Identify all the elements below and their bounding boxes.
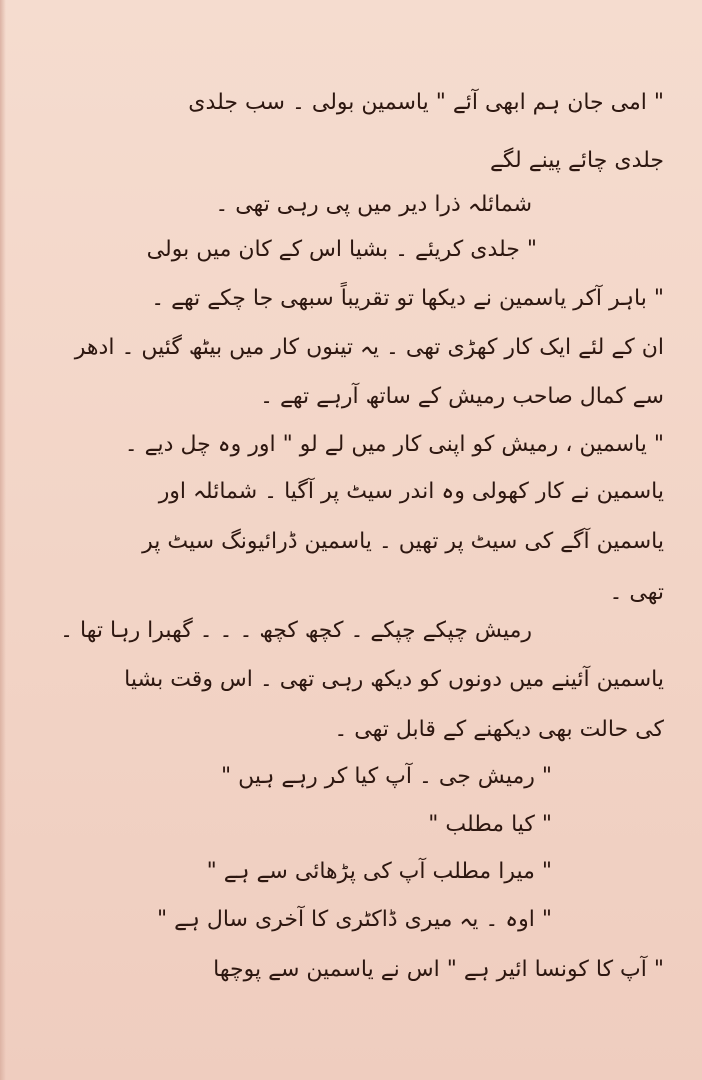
text-line: سے کمال صاحب رمیش کے ساتھ آرہے تھے ۔ [260, 384, 664, 409]
text-line: " آپ کا کونسا ائیر ہے " اس نے یاسمین سے پوچھا [213, 957, 664, 982]
text-line: " باہر آکر یاسمین نے دیکھا تو تقریباً سبھی جا چکے تھے ۔ [151, 286, 664, 311]
text-line: " میرا مطلب آپ کی پڑھائی سے ہے " [206, 859, 552, 884]
text-line: " اوہ ۔ یہ میری ڈاکٹری کا آخری سال ہے " [156, 907, 552, 932]
text-line: " جلدی کریئے ۔ بشیا اس کے کان میں بولی [146, 237, 537, 262]
text-line: " رمیش جی ۔ آپ کیا کر رہے ہیں " [220, 764, 552, 789]
text-line: تھی ۔ [609, 580, 664, 605]
text-line: " یاسمین ، رمیش کو اپنی کار میں لے لو " اور وہ چل دیے ۔ [124, 432, 664, 457]
text-line: ان کے لئے ایک کار کھڑی تھی ۔ یہ تینوں کار میں بیٹھ گئیں ۔ ادھر [74, 335, 664, 360]
text-line: یاسمین آئینے میں دونوں کو دیکھ رہی تھی ۔ اس وقت بشیا [124, 667, 664, 692]
text-line: شمائلہ ذرا دیر میں پی رہی تھی ۔ [215, 192, 532, 217]
text-line: " کیا مطلب " [428, 812, 552, 837]
text-line: " امی جان ہم ابھی آئے " یاسمین بولی ۔ سب جلدی [188, 90, 664, 115]
text-line: جلدی چائے پینے لگے [490, 148, 664, 173]
text-line: یاسمین آگے کی سیٹ پر تھیں ۔ یاسمین ڈرائیونگ سیٹ پر [142, 529, 664, 554]
text-line: یاسمین نے کار کھولی وہ اندر سیٹ پر آگیا ۔ شمائلہ اور [158, 479, 664, 504]
text-line: کی حالت بھی دیکھنے کے قابل تھی ۔ [334, 717, 664, 742]
text-line: رمیش چپکے چپکے ۔ کچھ کچھ ۔ ۔ ۔ گھبرا رہا تھا ۔ [60, 618, 532, 643]
